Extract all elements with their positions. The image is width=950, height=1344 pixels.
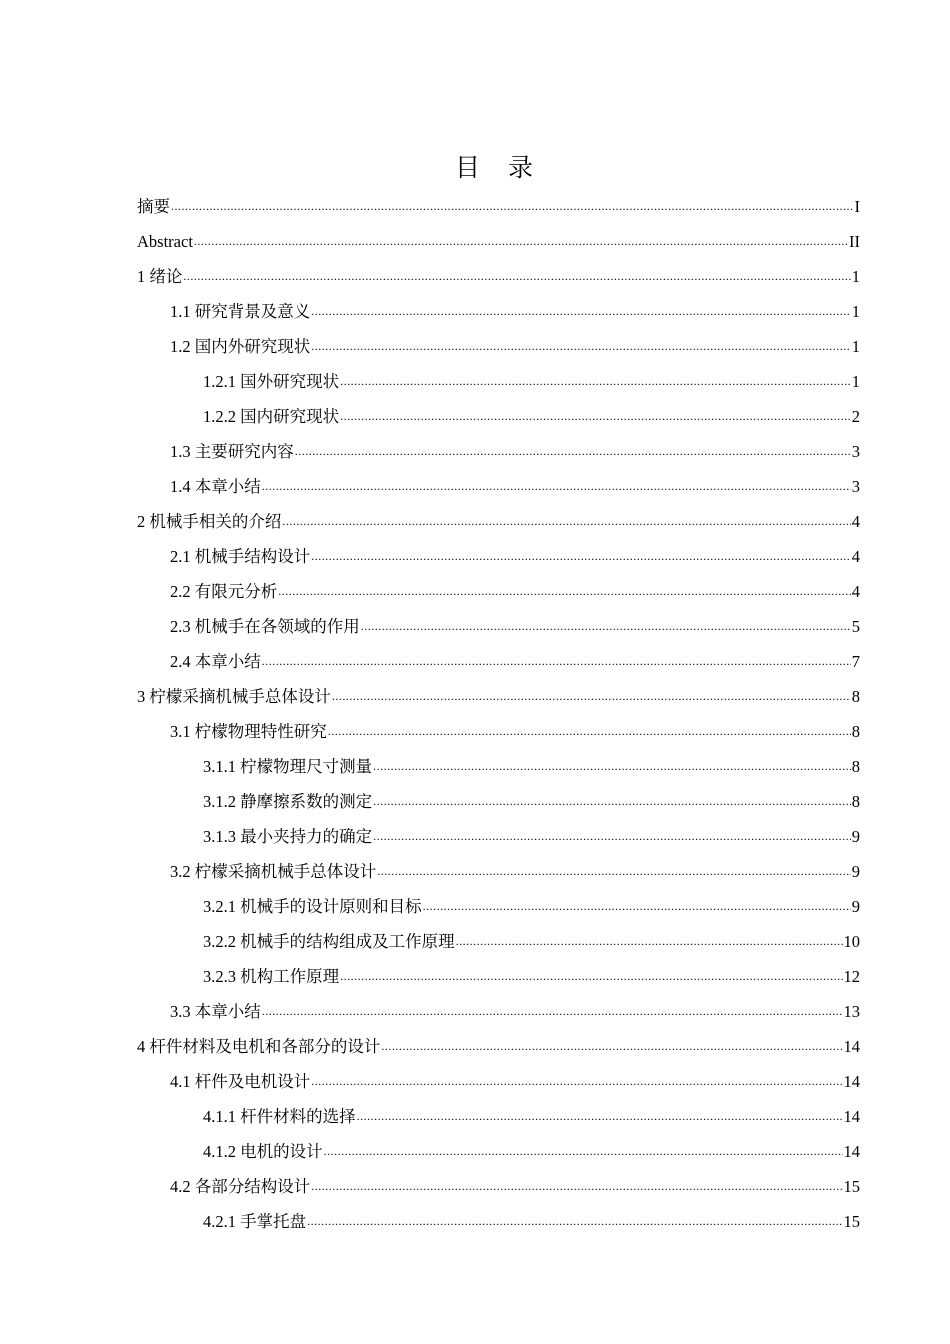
toc-dot-leader — [340, 364, 851, 399]
toc-entry[interactable] — [137, 504, 860, 539]
toc-page-number: 9 — [851, 862, 860, 881]
toc-dot-leader — [307, 1204, 842, 1239]
toc-entry-label: 4.1 杆件及电机设计 — [170, 1072, 311, 1091]
toc-entry-link[interactable] — [170, 434, 860, 471]
toc-entry-label: 2.3 机械手在各领域的作用 — [170, 617, 360, 636]
toc-entry-link[interactable] — [203, 1204, 860, 1241]
toc-entry-label: 1.1 研究背景及意义 — [170, 302, 311, 321]
toc-entry[interactable] — [137, 574, 860, 609]
toc-entry-label: 2.1 机械手结构设计 — [170, 547, 311, 566]
toc-dot-leader — [324, 1134, 843, 1169]
toc-dot-leader — [373, 819, 851, 854]
toc-page-number: 8 — [851, 792, 860, 811]
toc-page-number: 9 — [851, 897, 860, 916]
toc-dot-leader — [278, 574, 851, 609]
toc-page-number: 13 — [843, 1002, 860, 1021]
toc-dot-leader — [357, 1099, 843, 1134]
toc-entry[interactable] — [137, 539, 860, 574]
toc-entry-label: 3.1.2 静摩擦系数的测定 — [203, 792, 373, 811]
toc-dot-leader — [311, 329, 851, 364]
toc-page-number: 14 — [843, 1107, 860, 1126]
toc-page-number: 12 — [843, 967, 860, 986]
toc-page-number: 8 — [851, 722, 860, 741]
toc-entry-link[interactable] — [170, 574, 860, 611]
toc-title: 目 录 — [455, 152, 543, 182]
toc-page-number: 8 — [851, 687, 860, 706]
toc-entry-label: 3.1.1 柠檬物理尺寸测量 — [203, 757, 373, 776]
toc-entry-label: 4.1.1 杆件材料的选择 — [203, 1107, 356, 1126]
toc-entry[interactable] — [137, 924, 860, 959]
table-of-contents — [137, 189, 860, 1239]
toc-entry[interactable] — [137, 399, 860, 434]
toc-entry-label: 4.1.2 电机的设计 — [203, 1142, 323, 1161]
toc-page-number: 1 — [851, 372, 860, 391]
toc-page-number: 2 — [851, 407, 860, 426]
toc-dot-leader — [171, 189, 854, 224]
toc-dot-leader — [311, 294, 851, 329]
toc-entry-link[interactable] — [170, 294, 860, 331]
toc-entry-label: 4.2 各部分结构设计 — [170, 1177, 311, 1196]
toc-entry[interactable] — [137, 224, 860, 259]
toc-entry-label: Abstract — [137, 232, 193, 251]
toc-entry-label: 4.2.1 手掌托盘 — [203, 1212, 307, 1231]
toc-page-number: 5 — [851, 617, 860, 636]
toc-entry[interactable] — [137, 854, 860, 889]
toc-entry-label: 摘要 — [137, 197, 170, 216]
toc-dot-leader — [311, 1169, 842, 1204]
toc-entry[interactable] — [137, 469, 860, 504]
toc-entry[interactable] — [137, 609, 860, 644]
toc-dot-leader — [377, 854, 851, 889]
toc-dot-leader — [340, 959, 842, 994]
toc-entry-link[interactable] — [137, 679, 860, 716]
toc-entry[interactable] — [137, 994, 860, 1029]
toc-entry-link[interactable] — [170, 329, 860, 366]
toc-page-number: 15 — [843, 1177, 860, 1196]
toc-entry-label: 1.3 主要研究内容 — [170, 442, 294, 461]
toc-dot-leader — [456, 924, 843, 959]
toc-page-number: 3 — [851, 477, 860, 496]
toc-entry-label: 4 杆件材料及电机和各部分的设计 — [137, 1037, 381, 1056]
toc-entry-link[interactable] — [137, 189, 860, 226]
toc-dot-leader — [295, 434, 851, 469]
toc-page-number: 14 — [843, 1072, 860, 1091]
toc-entry[interactable] — [137, 644, 860, 679]
toc-page-number: 8 — [851, 757, 860, 776]
toc-entry-link[interactable] — [203, 889, 860, 926]
toc-entry[interactable] — [137, 1064, 860, 1099]
toc-page-number: 7 — [851, 652, 860, 671]
toc-entry-label: 3.2.3 机构工作原理 — [203, 967, 340, 986]
toc-entry-label: 1.2.1 国外研究现状 — [203, 372, 340, 391]
toc-entry-link[interactable] — [170, 714, 860, 751]
toc-entry-link[interactable] — [203, 399, 860, 436]
toc-dot-leader — [194, 224, 848, 259]
toc-entry[interactable] — [137, 364, 860, 399]
toc-page-number: 1 — [851, 337, 860, 356]
toc-entry[interactable] — [137, 1029, 860, 1064]
toc-entry-link[interactable] — [137, 504, 860, 541]
toc-entry-link[interactable] — [137, 224, 860, 261]
toc-dot-leader — [381, 1029, 842, 1064]
toc-page-number: I — [854, 197, 860, 216]
toc-dot-leader — [328, 714, 851, 749]
toc-page-number: 15 — [843, 1212, 860, 1231]
toc-entry-link[interactable] — [137, 259, 860, 296]
toc-entry-label: 2.2 有限元分析 — [170, 582, 278, 601]
toc-entry-label: 3.2.2 机械手的结构组成及工作原理 — [203, 932, 455, 951]
toc-entry-link[interactable] — [203, 749, 860, 786]
toc-page-number: 1 — [851, 267, 860, 286]
toc-dot-leader — [282, 504, 850, 539]
toc-entry-link[interactable] — [170, 469, 860, 506]
toc-entry-link[interactable] — [170, 644, 860, 681]
toc-dot-leader — [423, 889, 851, 924]
toc-entry-link[interactable] — [137, 1029, 860, 1066]
toc-entry[interactable] — [137, 259, 860, 294]
toc-entry-label: 1.2.2 国内研究现状 — [203, 407, 340, 426]
toc-dot-leader — [262, 994, 843, 1029]
toc-dot-leader — [262, 644, 851, 679]
toc-entry[interactable] — [137, 189, 860, 224]
toc-entry-link[interactable] — [203, 364, 860, 401]
toc-dot-leader — [311, 1064, 842, 1099]
toc-dot-leader — [183, 259, 850, 294]
toc-page-number: 10 — [843, 932, 860, 951]
toc-entry[interactable] — [137, 959, 860, 994]
toc-entry[interactable] — [137, 1134, 860, 1169]
toc-page-number: 4 — [851, 547, 860, 566]
toc-entry[interactable] — [137, 1169, 860, 1204]
toc-entry[interactable] — [137, 784, 860, 819]
toc-entry-label: 3.2 柠檬采摘机械手总体设计 — [170, 862, 377, 881]
toc-dot-leader — [340, 399, 851, 434]
toc-entry-link[interactable] — [170, 1169, 860, 1206]
toc-entry[interactable] — [137, 889, 860, 924]
toc-page-number: 14 — [843, 1142, 860, 1161]
toc-dot-leader — [332, 679, 851, 714]
toc-entry[interactable] — [137, 434, 860, 469]
toc-entry-label: 1.2 国内外研究现状 — [170, 337, 311, 356]
toc-entry-label: 3.1 柠檬物理特性研究 — [170, 722, 327, 741]
toc-entry-link[interactable] — [203, 924, 860, 961]
toc-page-number: 3 — [851, 442, 860, 461]
toc-entry-link[interactable] — [203, 1134, 860, 1171]
toc-page-number: 1 — [851, 302, 860, 321]
toc-dot-leader — [262, 469, 851, 504]
toc-page-number: II — [849, 232, 860, 251]
toc-entry[interactable] — [137, 679, 860, 714]
toc-entry[interactable] — [137, 819, 860, 854]
toc-entry-link[interactable] — [170, 994, 860, 1031]
toc-entry-link[interactable] — [170, 539, 860, 576]
toc-entry[interactable] — [137, 714, 860, 749]
toc-page-number: 4 — [851, 582, 860, 601]
toc-entry[interactable] — [137, 329, 860, 364]
toc-entry-label: 3.2.1 机械手的设计原则和目标 — [203, 897, 422, 916]
toc-entry-link[interactable] — [203, 1099, 860, 1136]
toc-entry-link[interactable] — [203, 959, 860, 996]
toc-entry-label: 2.4 本章小结 — [170, 652, 261, 671]
toc-entry-link[interactable] — [170, 854, 860, 891]
toc-page-number: 4 — [851, 512, 860, 531]
toc-page-number: 9 — [851, 827, 860, 846]
toc-dot-leader — [361, 609, 851, 644]
toc-dot-leader — [373, 749, 851, 784]
toc-entry-link[interactable] — [170, 609, 860, 646]
toc-entry-label: 3.3 本章小结 — [170, 1002, 261, 1021]
toc-dot-leader — [373, 784, 851, 819]
toc-dot-leader — [311, 539, 851, 574]
toc-entry-label: 3 柠檬采摘机械手总体设计 — [137, 687, 331, 706]
toc-entry-link[interactable] — [203, 784, 860, 821]
toc-entry[interactable] — [137, 749, 860, 784]
toc-entry-label: 1 绪论 — [137, 267, 183, 286]
toc-entry[interactable] — [137, 1204, 860, 1239]
toc-entry-label: 3.1.3 最小夹持力的确定 — [203, 827, 373, 846]
toc-entry-label: 2 机械手相关的介绍 — [137, 512, 282, 531]
toc-entry[interactable] — [137, 294, 860, 329]
toc-entry-label: 1.4 本章小结 — [170, 477, 261, 496]
toc-entry-link[interactable] — [170, 1064, 860, 1101]
toc-page-number: 14 — [843, 1037, 860, 1056]
toc-entry-link[interactable] — [203, 819, 860, 856]
toc-entry[interactable] — [137, 1099, 860, 1134]
